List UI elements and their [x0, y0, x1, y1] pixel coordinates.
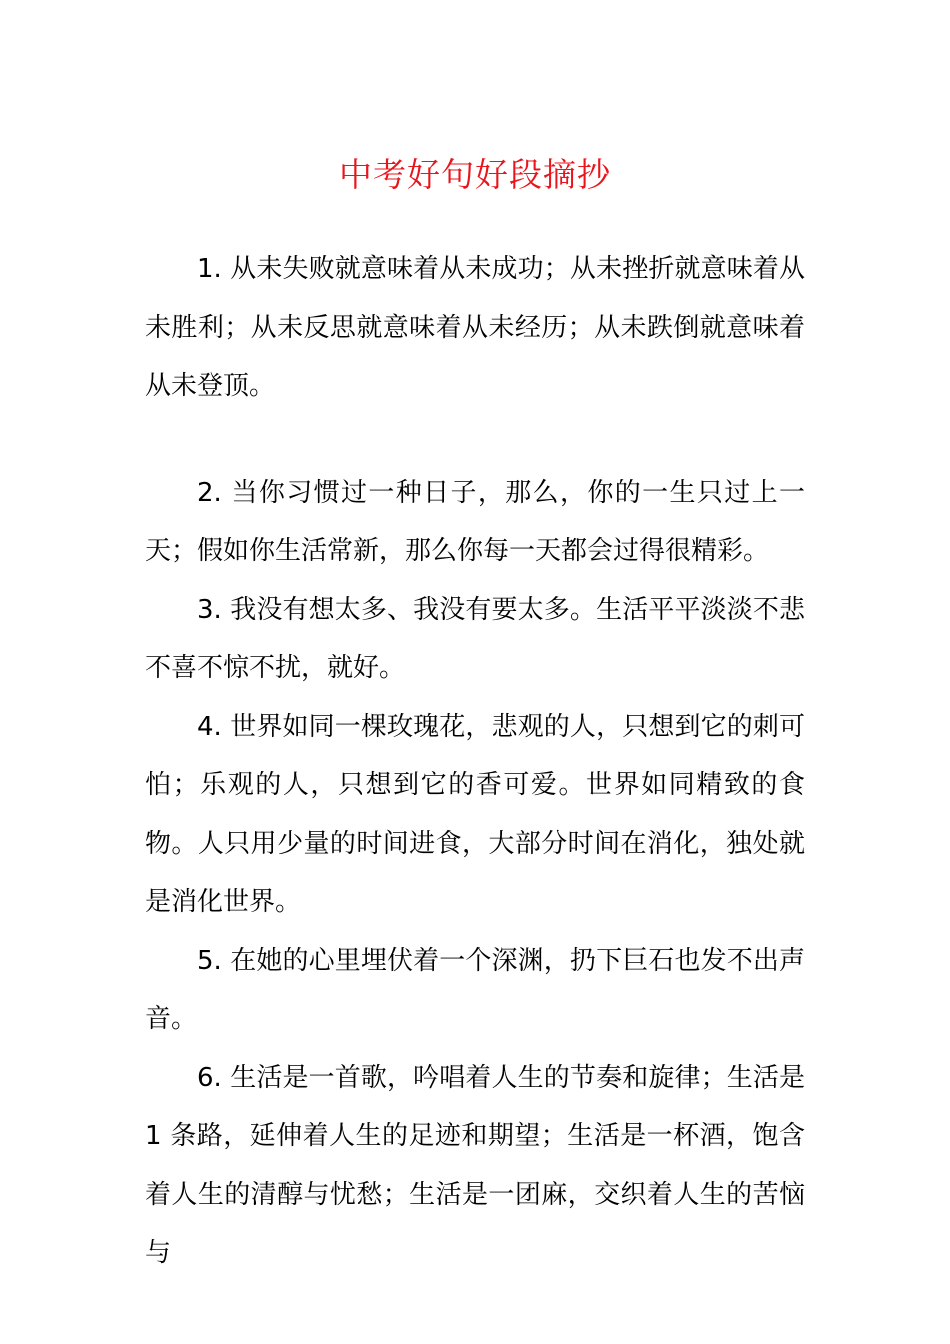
paragraph-6: 6. 生活是一首歌，吟唱着人生的节奏和旋律；生活是 1 条路，延伸着人生的足迹和期望；生活是一杯酒，饱含着人生的清醇与忧愁；生活是一团麻，交织着人生的苦恼与	[145, 1062, 805, 1268]
document-body	[145, 240, 805, 1283]
paragraph-2: 2. 当你习惯过一种日子，那么，你的一生只过上一天；假如你生活常新，那么你每一天都会过得很精彩。	[145, 477, 805, 566]
paragraph-3: 3. 我没有想太多、我没有要太多。生活平平淡淡不悲不喜不惊不扰，就好。	[145, 594, 805, 683]
paragraph-5: 5. 在她的心里埋伏着一个深渊，扔下巨石也发不出声音。	[145, 945, 805, 1034]
paragraph-1: 1. 从未失败就意味着从未成功；从未挫折就意味着从未胜利；从未反思就意味着从未经历；从未跌倒就意味着从未登顶。	[145, 254, 805, 401]
paragraph-4: 4. 世界如同一棵玫瑰花，悲观的人，只想到它的刺可怕；乐观的人，只想到它的香可爱。世界如同精致的食物。人只用少量的时间进食，大部分时间在消化，独处就是消化世界。	[145, 711, 805, 917]
document-title: 中考好句好段摘抄	[339, 155, 611, 194]
